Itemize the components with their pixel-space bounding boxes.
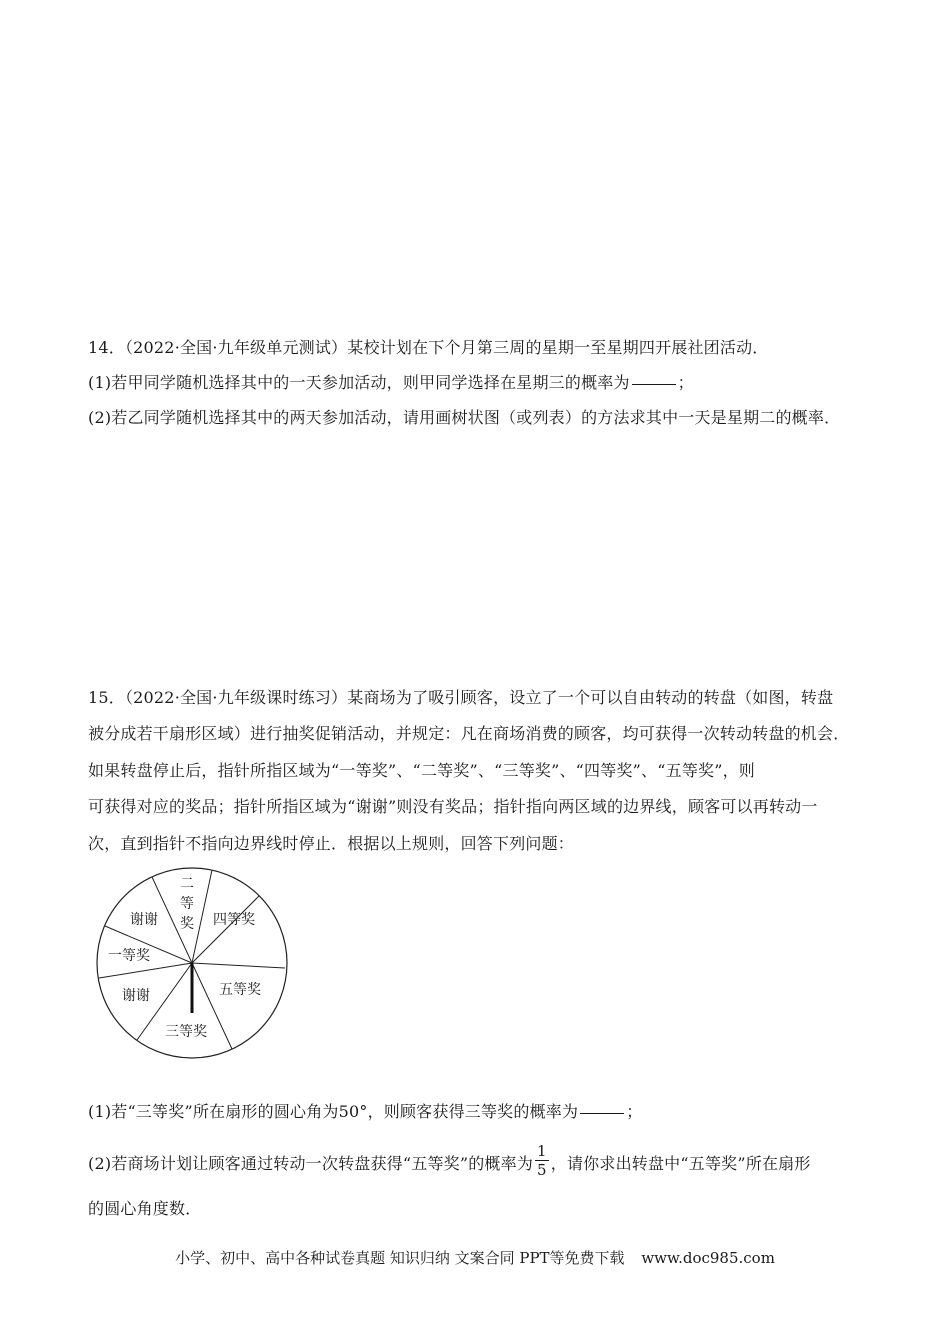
q14-stem [88,335,768,358]
q15-line4: 可获得对应的奖品；指针所指区域为“谢谢”则没有奖品；指针指向两区域的边界线，顾客可以再转动一 [88,797,818,816]
sector-erdeng-char1: 二 [180,876,194,892]
q15-part2-text-b: ，请你求出转盘中“五等奖”所在扇形 [550,1154,811,1173]
q14-source: （2022·全国·九年级单元测试） [124,338,348,357]
sector-sandeng: 三等奖 [165,1024,207,1040]
q15-source: （2022·全国·九年级课时练习） [124,688,348,707]
q15-part2-line2: 的圆心角度数． [88,1199,202,1218]
answer-blank [580,1112,624,1114]
sector-yideng: 一等奖 [108,948,150,964]
pointer [191,963,194,1013]
q15-line5: 次，直到指针不指向边界线时停止．根据以上规则，回答下列问题： [88,834,575,853]
q15-part1-end: ； [626,1102,643,1121]
footer-text: 小学、初中、高中各种试卷真题 知识归纳 文案合同 PPT等免费下载 [175,1249,625,1267]
page-footer [0,1247,950,1268]
q15-part1-text: (1)若“三等奖”所在扇形的圆心角为50°，则顾客获得三等奖的概率为 [88,1102,579,1121]
q15-part2-text-a: (2)若商场计划让顾客通过转动一次转盘获得“五等奖”的概率为 [88,1154,534,1173]
q15-line1 [88,685,833,708]
q15-part1 [88,1099,642,1122]
answer-blank [632,383,676,385]
q15-number: 15． [88,688,125,707]
q14-part1-end: ； [677,373,694,392]
fraction-one-fifth [535,1142,549,1179]
q14-part1 [88,370,694,393]
q15-line3: 如果转盘停止后，指针所指区域为“一等奖”、“二等奖”、“三等奖”、“四等奖”、“五等奖”，则 [88,761,755,780]
q14-number: 14． [88,338,125,357]
q15-line2: 被分成若干扇形区域）进行抽奖促销活动，并规定：凡在商场消费的顾客，均可获得一次转动转盘的机会． [88,724,850,743]
sector-xiexie-top: 谢谢 [130,912,158,928]
footer-url: www.doc985.com [641,1249,775,1267]
sector-erdeng-char3: 奖 [180,916,194,932]
sector-erdeng-char2: 等 [180,896,194,912]
q15-line1-text: 某商场为了吸引顾客，设立了一个可以自由转动的转盘（如图，转盘 [347,688,834,707]
q15-part2 [88,1142,811,1183]
fraction-numerator: 1 [537,1142,547,1160]
fraction-denominator: 5 [537,1161,547,1179]
q14-part1-text: (1)若甲同学随机选择其中的一天参加活动，则甲同学选择在星期三的概率为 [88,373,630,392]
sector-wudeng: 五等奖 [219,982,261,998]
sector-xiexie-bottom: 谢谢 [122,988,150,1004]
q14-part2: (2)若乙同学随机选择其中的两天参加活动，请用画树状图（或列表）的方法求其中一天是星期二的概率． [88,408,841,427]
sector-sideng: 四等奖 [213,912,255,928]
prize-wheel-figure [95,866,295,1066]
q14-stem-text: 某校计划在下个月第三周的星期一至星期四开展社团活动． [347,338,769,357]
